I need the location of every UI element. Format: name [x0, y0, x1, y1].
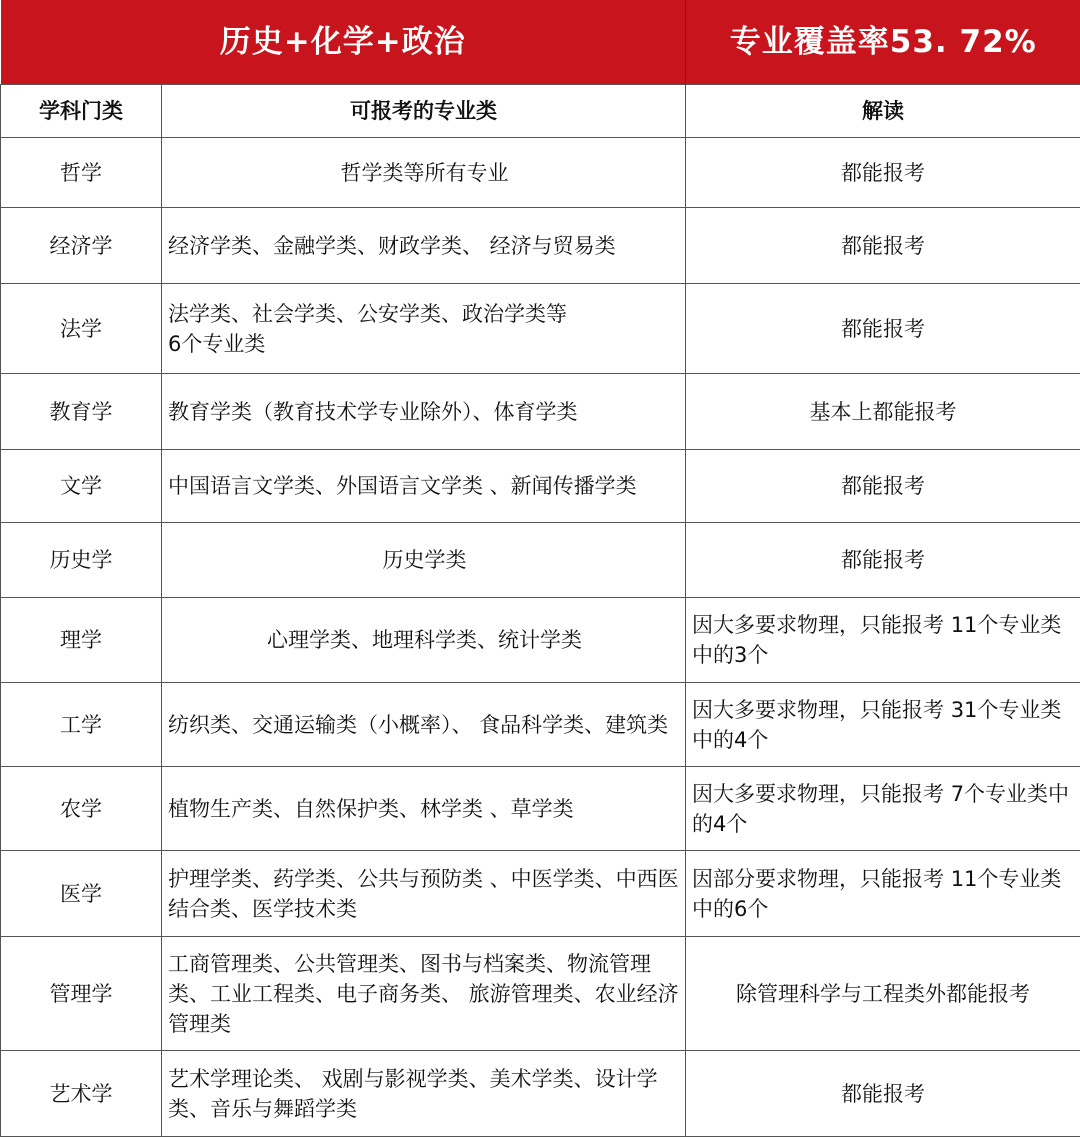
- table-row: [1, 937, 1080, 1051]
- table-row: [1, 1051, 1080, 1137]
- category-cell: 医学: [1, 851, 162, 937]
- table-row: [1, 851, 1080, 937]
- table-row: [1, 450, 1080, 523]
- note-cell: 都能报考: [686, 1051, 1080, 1137]
- category-cell: 文学: [1, 450, 162, 523]
- table-row: [1, 598, 1080, 683]
- majors-cell: 中国语言文学类、外国语言文学类 、新闻传播学类: [162, 450, 686, 523]
- subject-combination-title: 历史+化学+政治: [1, 0, 686, 85]
- category-cell: 农学: [1, 767, 162, 851]
- table-row: [1, 284, 1080, 374]
- majors-cell: 哲学类等所有专业: [162, 138, 686, 208]
- category-cell: 历史学: [1, 523, 162, 598]
- table-row: [1, 374, 1080, 450]
- note-cell: 都能报考: [686, 284, 1080, 374]
- table-row: [1, 208, 1080, 284]
- note-cell: 都能报考: [686, 450, 1080, 523]
- note-cell: 都能报考: [686, 523, 1080, 598]
- majors-cell: 经济学类、金融学类、财政学类、 经济与贸易类: [162, 208, 686, 284]
- category-cell: 管理学: [1, 937, 162, 1051]
- note-cell: 因大多要求物理，只能报考 7个专业类中的4个: [686, 767, 1080, 851]
- majors-cell: 工商管理类、公共管理类、图书与档案类、物流管理类、工业工程类、电子商务类、 旅游管理类、农业经济管理类: [162, 937, 686, 1051]
- majors-cell: 护理学类、药学类、公共与预防类 、中医学类、中西医结合类、医学技术类: [162, 851, 686, 937]
- majors-cell: 艺术学理论类、 戏剧与影视学类、美术学类、设计学类、音乐与舞蹈学类: [162, 1051, 686, 1137]
- majors-cell: 心理学类、地理科学类、统计学类: [162, 598, 686, 683]
- header-row: [1, 85, 1080, 138]
- table-row: [1, 767, 1080, 851]
- note-cell: 都能报考: [686, 138, 1080, 208]
- coverage-rate: 专业覆盖率53. 72%: [686, 0, 1080, 85]
- header-category: 学科门类: [1, 85, 162, 138]
- note-cell: 因大多要求物理，只能报考 31个专业类中的4个: [686, 683, 1080, 767]
- majors-cell: 教育学类（教育技术学专业除外）、体育学类: [162, 374, 686, 450]
- header-majors: 可报考的专业类: [162, 85, 686, 138]
- table-row: [1, 683, 1080, 767]
- table-row: [1, 138, 1080, 208]
- header-note: 解读: [686, 85, 1080, 138]
- majors-cell: 植物生产类、自然保护类、林学类 、草学类: [162, 767, 686, 851]
- note-cell: 因大多要求物理，只能报考 11个专业类中的3个: [686, 598, 1080, 683]
- category-cell: 艺术学: [1, 1051, 162, 1137]
- majors-cell: 历史学类: [162, 523, 686, 598]
- category-cell: 哲学: [1, 138, 162, 208]
- category-cell: 教育学: [1, 374, 162, 450]
- note-cell: 除管理科学与工程类外都能报考: [686, 937, 1080, 1051]
- note-cell: 都能报考: [686, 208, 1080, 284]
- category-cell: 经济学: [1, 208, 162, 284]
- category-cell: 工学: [1, 683, 162, 767]
- note-cell: 基本上都能报考: [686, 374, 1080, 450]
- category-cell: 理学: [1, 598, 162, 683]
- majors-cell: 纺织类、交通运输类（小概率）、 食品科学类、建筑类: [162, 683, 686, 767]
- category-cell: 法学: [1, 284, 162, 374]
- table-row: [1, 523, 1080, 598]
- note-cell: 因部分要求物理，只能报考 11个专业类中的6个: [686, 851, 1080, 937]
- banner-row: [1, 0, 1080, 85]
- majors-cell: 法学类、社会学类、公安学类、政治学类等 6个专业类: [162, 284, 686, 374]
